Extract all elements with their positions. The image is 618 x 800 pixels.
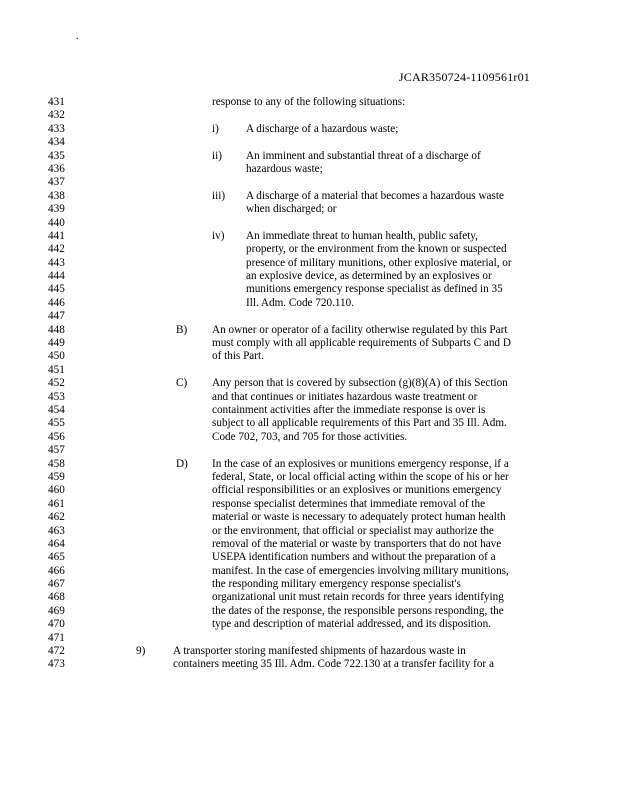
line-text: Ill. Adm. Code 720.110. (246, 296, 355, 309)
document-line (0, 484, 618, 497)
document-line (0, 538, 618, 551)
document-line (0, 230, 618, 243)
document-line (0, 591, 618, 604)
line-number: 442 (48, 243, 65, 256)
document-line (0, 350, 618, 363)
line-number: 457 (48, 444, 65, 457)
document-line (0, 310, 618, 323)
document-line (0, 618, 618, 631)
document-line (0, 123, 618, 136)
document-line (0, 391, 618, 404)
line-text: the dates of the response, the responsible persons responding, the (212, 604, 504, 617)
line-text: response specialist determines that immediate removal of the (212, 497, 486, 510)
line-text: Any person that is covered by subsection (g)(8)(A) of this Section (212, 377, 508, 390)
line-text: containment activities after the immediate response is over is (212, 403, 486, 416)
subsection-label: C) (176, 377, 188, 390)
numbered-lines (0, 96, 618, 672)
document-line (0, 324, 618, 337)
line-number: 456 (48, 430, 65, 443)
line-number: 466 (48, 564, 65, 577)
subsection-label: 9) (136, 645, 146, 658)
line-number: 468 (48, 591, 65, 604)
line-text: an explosive device, as determined by an explosives or (246, 270, 492, 283)
line-number: 431 (48, 96, 65, 108)
line-text: Code 702, 703, and 705 for those activities. (212, 430, 408, 443)
document-line (0, 150, 618, 163)
line-number: 473 (48, 658, 65, 671)
line-text: removal of the material or waste by transporters that do not have (212, 537, 502, 550)
document-line (0, 203, 618, 216)
document-line (0, 605, 618, 618)
line-number: 439 (48, 203, 65, 216)
subsection-label: B) (176, 323, 188, 336)
document-id: JCAR350724-1109561r01 (398, 70, 530, 84)
line-number: 432 (48, 109, 65, 122)
document-line (0, 109, 618, 122)
subsection-label: ii) (212, 149, 222, 162)
line-text: the responding military emergency response specialist's (212, 578, 461, 591)
line-number: 458 (48, 457, 65, 470)
document-line (0, 551, 618, 564)
line-number: 463 (48, 524, 65, 537)
line-text: munitions emergency response specialist as defined in 35 (246, 283, 503, 296)
line-text: material or waste is necessary to adequately protect human health (212, 511, 506, 524)
document-line (0, 444, 618, 457)
line-number: 460 (48, 484, 65, 497)
line-text: An owner or operator of a facility otherwise regulated by this Part (212, 323, 508, 336)
line-text: federal, State, or local official acting within the scope of his or her (212, 470, 509, 483)
line-number: 465 (48, 551, 65, 564)
document-line (0, 176, 618, 189)
document-line (0, 96, 618, 109)
line-number: 454 (48, 403, 65, 416)
line-number: 459 (48, 470, 65, 483)
line-number: 435 (48, 149, 65, 162)
line-number: 445 (48, 283, 65, 296)
line-text: of this Part. (212, 350, 264, 363)
line-number: 455 (48, 417, 65, 430)
document-line (0, 578, 618, 591)
line-number: 471 (48, 631, 65, 644)
line-text: response to any of the following situations: (212, 96, 406, 108)
document-line (0, 417, 618, 430)
line-number: 444 (48, 270, 65, 283)
line-text: when discharged; or (246, 203, 337, 216)
line-number: 469 (48, 604, 65, 617)
line-number: 443 (48, 256, 65, 269)
document-line (0, 270, 618, 283)
line-text: An imminent and substantial threat of a discharge of (246, 149, 481, 162)
document-line (0, 525, 618, 538)
document-line (0, 283, 618, 296)
line-text: A discharge of a material that becomes a hazardous waste (246, 189, 504, 202)
line-number: 464 (48, 537, 65, 550)
line-text: USEPA identification numbers and without the preparation of a (212, 551, 496, 564)
line-text: must comply with all applicable requirements of Subparts C and D (212, 337, 511, 350)
line-number: 437 (48, 176, 65, 189)
line-number: 449 (48, 337, 65, 350)
document-line (0, 163, 618, 176)
line-text: containers meeting 35 Ill. Adm. Code 722.130 at a transfer facility for a (173, 658, 494, 671)
document-line (0, 364, 618, 377)
document-line (0, 217, 618, 230)
line-number: 453 (48, 390, 65, 403)
document-line (0, 658, 618, 671)
line-text: or the environment, that official or specialist may authorize the (212, 524, 494, 537)
line-number: 450 (48, 350, 65, 363)
line-text: An immediate threat to human health, public safety, (246, 229, 478, 242)
line-text: presence of military munitions, other explosive material, or (246, 256, 512, 269)
line-number: 433 (48, 122, 65, 135)
line-number: 434 (48, 136, 65, 149)
document-line (0, 257, 618, 270)
document-line (0, 297, 618, 310)
line-text: A transporter storing manifested shipments of hazardous waste in (173, 645, 466, 658)
document-line (0, 377, 618, 390)
stray-mark: . (76, 31, 79, 42)
line-number: 462 (48, 511, 65, 524)
line-number: 436 (48, 162, 65, 175)
document-line (0, 136, 618, 149)
line-number: 447 (48, 310, 65, 323)
document-line (0, 431, 618, 444)
line-number: 470 (48, 618, 65, 631)
document-line (0, 645, 618, 658)
line-text: subject to all applicable requirements of this Part and 35 Ill. Adm. (212, 417, 507, 430)
document-line (0, 243, 618, 256)
line-text: property, or the environment from the known or suspected (246, 243, 507, 256)
line-number: 441 (48, 229, 65, 242)
document-line (0, 458, 618, 471)
line-number: 440 (48, 216, 65, 229)
line-number: 467 (48, 578, 65, 591)
document-line (0, 511, 618, 524)
line-text: and that continues or initiates hazardous waste treatment or (212, 390, 478, 403)
line-text: hazardous waste; (246, 162, 323, 175)
line-number: 448 (48, 323, 65, 336)
line-number: 452 (48, 377, 65, 390)
line-number: 451 (48, 363, 65, 376)
line-number: 461 (48, 497, 65, 510)
line-text: manifest. In the case of emergencies involving military munitions, (212, 564, 509, 577)
document-line (0, 498, 618, 511)
line-number: 438 (48, 189, 65, 202)
line-number: 472 (48, 645, 65, 658)
document-line (0, 632, 618, 645)
document-line (0, 190, 618, 203)
line-text: In the case of an explosives or munitions emergency response, if a (212, 457, 509, 470)
line-text: A discharge of a hazardous waste; (246, 122, 399, 135)
subsection-label: i) (212, 122, 219, 135)
line-text: type and description of material addressed, and its disposition. (212, 618, 492, 631)
line-text: organizational unit must retain records for three years identifying (212, 591, 504, 604)
subsection-label: iii) (212, 189, 226, 202)
subsection-label: D) (176, 457, 188, 470)
subsection-label: iv) (212, 229, 225, 242)
line-number: 446 (48, 296, 65, 309)
line-text: official responsibilities or an explosives or munitions emergency (212, 484, 502, 497)
document-line (0, 404, 618, 417)
document-line (0, 471, 618, 484)
document-line (0, 337, 618, 350)
document-line (0, 565, 618, 578)
